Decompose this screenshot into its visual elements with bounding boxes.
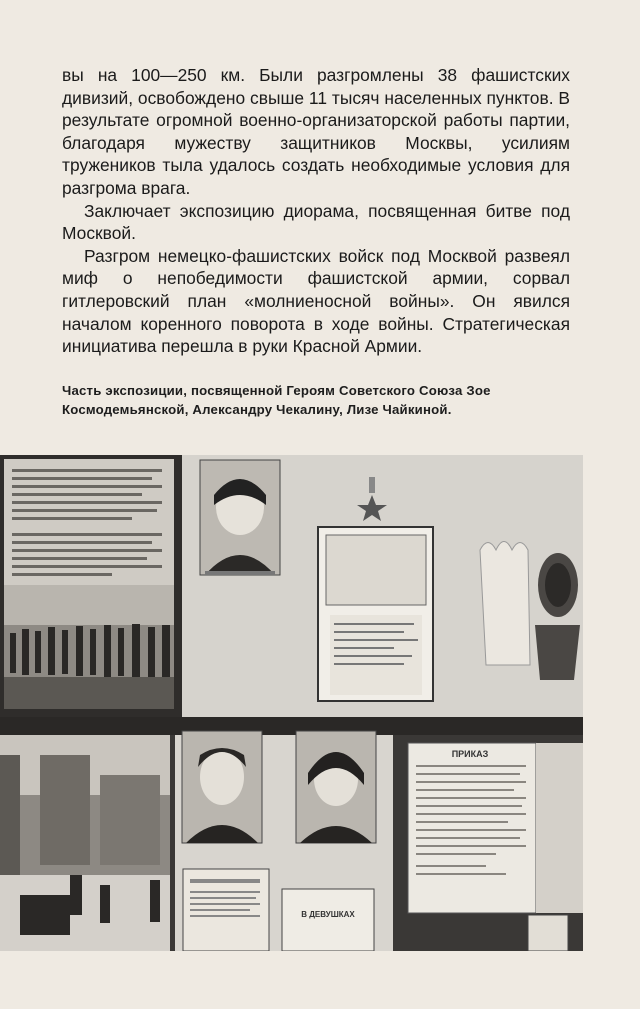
leaflet-heading: В ДЕВУШКАХ [301, 910, 355, 919]
paragraph-1: вы на 100—250 км. Были разгромлены 38 фашистских дивизий, освобождено свыше 11 тысяч населенных пунктов. В результате огромной военно-организаторской работы партии, благодаря мужеству защитников Москвы, усилиям тружеников тыла удалось создать необходимые условия для разгрома врага. [62, 65, 570, 198]
paragraph-3: Разгром немецко-фашистских войск под Москвой развеял миф о непобедимости фашистской армии, сорвал гитлеровский план «молниеносной войны». Он явился началом коренного поворота в ходе войны. Стратегическая инициатива перешла в руки Красной Армии. [62, 245, 570, 357]
article-text [62, 64, 570, 358]
exhibition-photo [0, 455, 583, 951]
paragraph-2: Заключает экспозицию диорама, посвященная битве под Москвой. [62, 200, 570, 244]
photo-caption: Часть экспозиции, посвященной Героям Советского Союза Зое Космодемьянской, Александру Чекалину, Лизе Чайкиной. [62, 383, 491, 417]
order-heading: ПРИКАЗ [451, 749, 489, 759]
